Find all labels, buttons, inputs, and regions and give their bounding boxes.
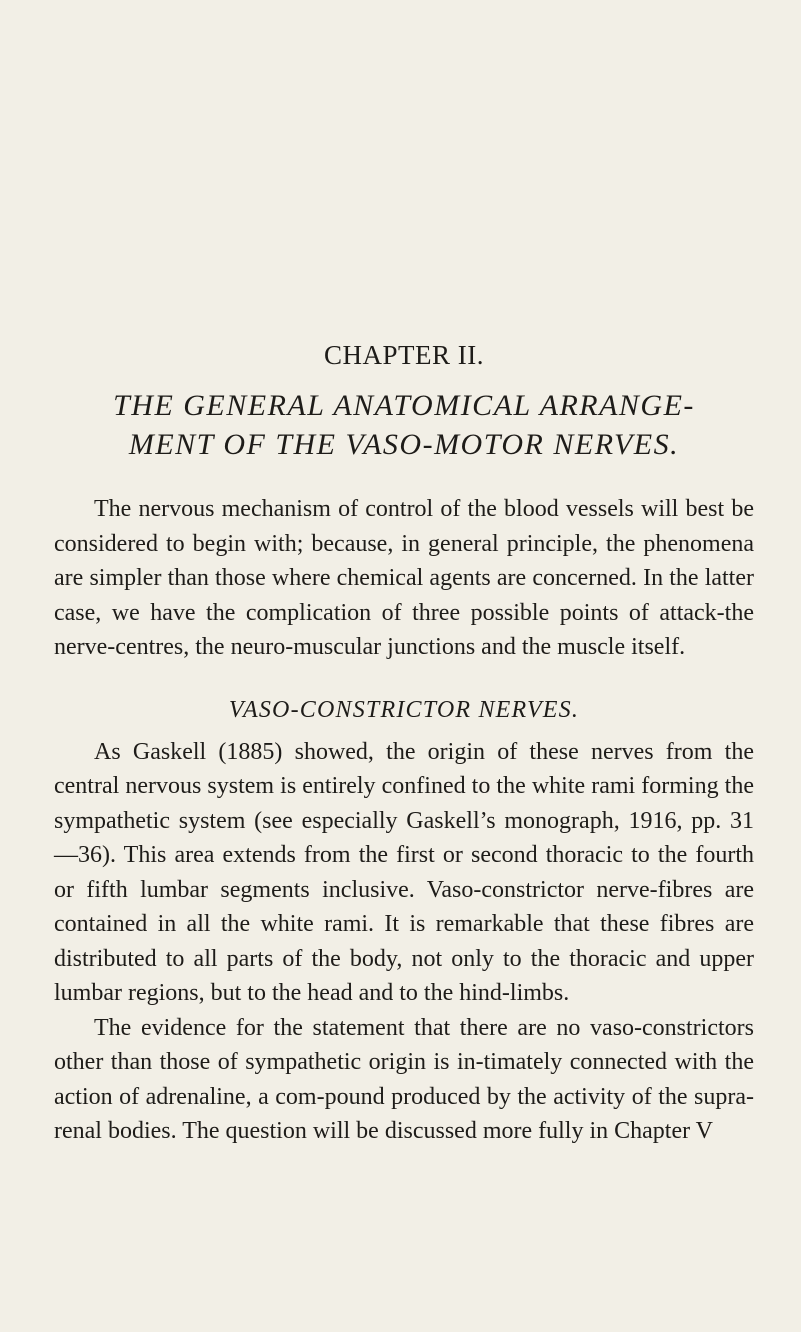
section-paragraph-1: As Gaskell (1885) showed, the origin of these nerves from the central nervous system is entirely confined to the white rami forming the sympathetic system (see especially Gaskell’s monograph, 1916, pp. 31—36). This area extends from the first or second thoracic to the fourth or fifth lumbar segments inclusive. Vaso-constrictor nerve-fibres are contained in all the white rami. It is remarkable that these fibres are distributed to all parts of the body, not only to the thoracic and upper lumbar regions, but to the head and to the hind-limbs. bbox=[54, 738, 754, 1006]
section-heading: VASO-CONSTRICTOR NERVES. bbox=[228, 696, 580, 723]
chapter-title-line-1: THE GENERAL ANATOMICAL ARRANGE- bbox=[113, 389, 695, 422]
section-paragraph-2: The evidence for the statement that there are no vaso-constrictors other than those of sympathetic origin is in-timately connected with the action of adrenaline, a com-pound produced by the activity of the supra-renal bodies. The question will be discussed more fully in Chapter V bbox=[54, 1014, 754, 1144]
chapter-label: CHAPTER II. bbox=[324, 340, 484, 370]
book-page bbox=[54, 338, 754, 1149]
intro-paragraph: The nervous mechanism of control of the blood vessels will best be considered to begin with; because, in general principle, the phenomena are simpler than those where chemical agents are concerned. In the latter case, we have the complication of three possible points of attack-the nerve-centres, the neuro-muscular junctions and the muscle itself. bbox=[54, 496, 754, 660]
chapter-title bbox=[54, 386, 754, 464]
chapter-title-line-2: MENT OF THE VASO-MOTOR NERVES. bbox=[128, 428, 680, 461]
